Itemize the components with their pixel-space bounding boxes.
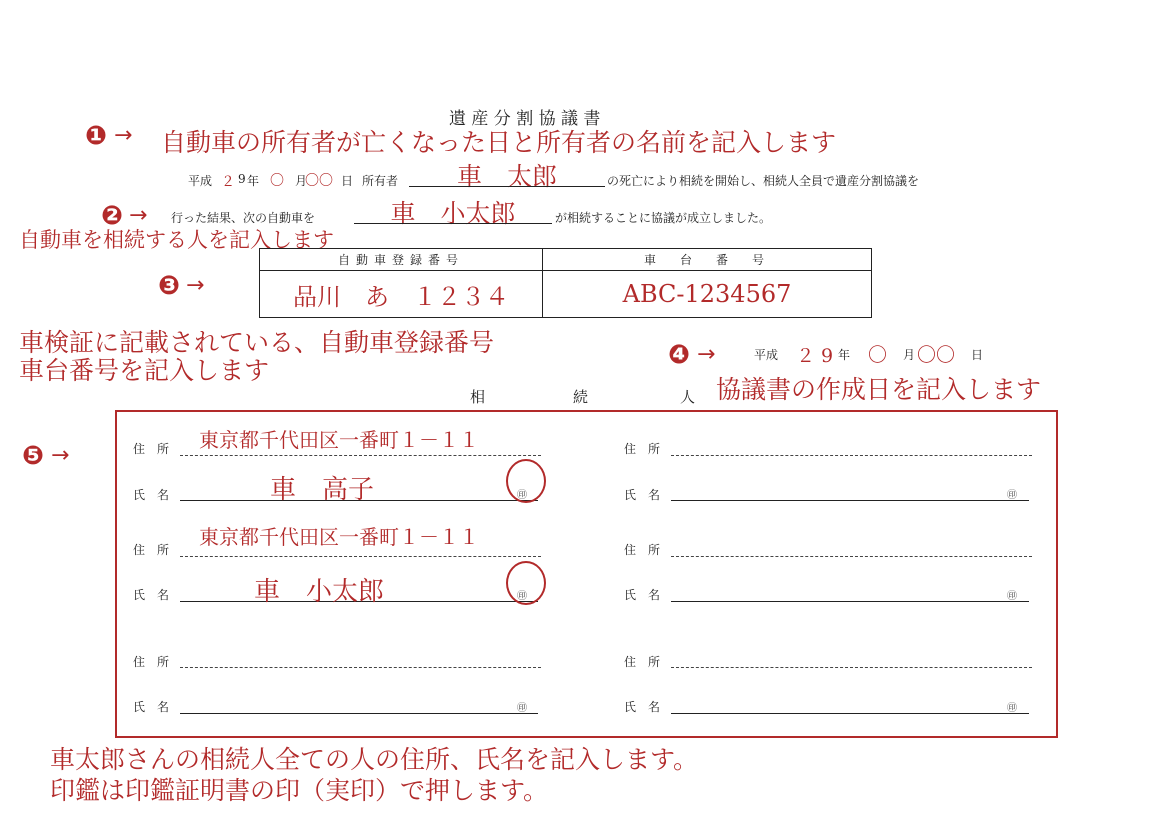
marker-1: ❶ bbox=[85, 121, 108, 151]
address-label: 住 所 bbox=[624, 543, 661, 557]
vehicle-table bbox=[259, 248, 872, 318]
marker-2: ❷ bbox=[101, 201, 124, 231]
stamp-circle-icon bbox=[506, 459, 546, 503]
seal-mark-icon: ㊞ bbox=[517, 490, 527, 501]
header-registration-number: 自動車登録番号 bbox=[260, 249, 543, 271]
line1-day-unit: 日 bbox=[341, 174, 354, 188]
name-label: 氏 名 bbox=[133, 700, 170, 714]
document-title: 遺 産 分 割 協 議 書 bbox=[449, 109, 601, 129]
name-line bbox=[180, 713, 538, 714]
address-line bbox=[180, 556, 541, 557]
seal-mark-icon: ㊞ bbox=[517, 703, 527, 714]
address-label: 住 所 bbox=[133, 442, 170, 456]
line1-year-b: 9 bbox=[238, 172, 246, 186]
heirs-heading-2: 続 bbox=[573, 388, 589, 406]
heir-1-name: 車 高子 bbox=[270, 475, 375, 505]
name-line bbox=[671, 713, 1029, 714]
annotation-3-line1: 車検証に記載されている、自動車登録番号 bbox=[19, 328, 495, 357]
address-label: 住 所 bbox=[624, 655, 661, 669]
address-line bbox=[180, 455, 541, 456]
date-day-unit: 日 bbox=[971, 348, 984, 362]
address-label: 住 所 bbox=[133, 543, 170, 557]
line1-era: 平成 bbox=[188, 174, 213, 188]
chassis-number: ABC-1234567 bbox=[543, 271, 872, 318]
marker-4: ❹ bbox=[668, 340, 691, 370]
annotation-5-line1: 車太郎さんの相続人全ての人の住所、氏名を記入します。 bbox=[50, 745, 699, 774]
annotation-1-text: 自動車の所有者が亡くなった日と所有者の名前を記入します bbox=[161, 128, 837, 157]
heirs-heading-1: 相 bbox=[470, 388, 486, 406]
name-label: 氏 名 bbox=[624, 488, 661, 502]
name-label: 氏 名 bbox=[624, 588, 661, 602]
heir-name: 車 小太郎 bbox=[390, 199, 516, 228]
stamp-circle-icon bbox=[506, 561, 546, 605]
header-chassis-number: 車 台 番 号 bbox=[543, 249, 872, 271]
address-line bbox=[671, 667, 1032, 668]
line2-suffix: が相続することに協議が成立しました。 bbox=[555, 211, 772, 225]
name-line bbox=[671, 500, 1029, 501]
address-line bbox=[180, 667, 541, 668]
arrow-icon: → bbox=[697, 342, 716, 367]
seal-mark-icon: ㊞ bbox=[1007, 703, 1017, 714]
arrow-icon: → bbox=[114, 123, 133, 148]
seal-mark-icon: ㊞ bbox=[1007, 591, 1017, 602]
seal-mark-icon: ㊞ bbox=[517, 591, 527, 602]
address-label: 住 所 bbox=[133, 655, 170, 669]
marker-3: ❸ bbox=[158, 271, 181, 301]
address-line bbox=[671, 556, 1032, 557]
owner-label: 所有者 bbox=[362, 174, 399, 188]
registration-number: 品川 あ １２３４ bbox=[260, 271, 543, 318]
annotation-3-line2: 車台番号を記入します bbox=[19, 356, 270, 385]
heir-2-name: 車 小太郎 bbox=[254, 577, 385, 607]
date-month: 〇 bbox=[868, 344, 888, 366]
annotation-2-text: 自動車を相続する人を記入します bbox=[19, 228, 334, 252]
date-month-unit: 月 bbox=[903, 348, 916, 362]
heir-1-address: 東京都千代田区一番町１－１１ bbox=[199, 428, 479, 452]
annotation-5-line2: 印鑑は印鑑証明書の印（実印）で押します。 bbox=[50, 776, 549, 805]
arrow-icon: → bbox=[129, 203, 148, 228]
owner-underline bbox=[409, 186, 605, 187]
line1-year: ２ bbox=[221, 174, 235, 190]
line1-month: 〇 bbox=[270, 173, 284, 189]
line1-suffix: の死亡により相続を開始し、相続人全員で遺産分割協議を bbox=[607, 174, 920, 188]
line1-day: 〇〇 bbox=[305, 173, 333, 189]
name-label: 氏 名 bbox=[133, 488, 170, 502]
heirs-heading-3: 人 bbox=[680, 388, 696, 406]
name-line bbox=[671, 601, 1029, 602]
line1-month-unit: 月 bbox=[295, 174, 308, 188]
owner-name: 車 太郎 bbox=[456, 162, 557, 191]
heir-underline bbox=[354, 223, 552, 224]
heir-2-address: 東京都千代田区一番町１－１１ bbox=[199, 525, 479, 549]
date-year-unit: 年 bbox=[838, 348, 851, 362]
date-year: ２ 9 bbox=[796, 345, 834, 367]
date-day: 〇〇 bbox=[917, 344, 956, 366]
seal-mark-icon: ㊞ bbox=[1007, 490, 1017, 501]
arrow-icon: → bbox=[186, 273, 205, 298]
arrow-icon: → bbox=[51, 443, 70, 468]
line1-year-unit: 年 bbox=[247, 174, 260, 188]
line2-prefix: 行った結果、次の自動車を bbox=[171, 211, 316, 225]
name-label: 氏 名 bbox=[624, 700, 661, 714]
address-line bbox=[671, 455, 1032, 456]
annotation-4-text: 協議書の作成日を記入します bbox=[716, 375, 1042, 404]
address-label: 住 所 bbox=[624, 442, 661, 456]
date-era: 平成 bbox=[754, 348, 779, 362]
name-label: 氏 名 bbox=[133, 588, 170, 602]
marker-5: ❺ bbox=[22, 441, 45, 471]
